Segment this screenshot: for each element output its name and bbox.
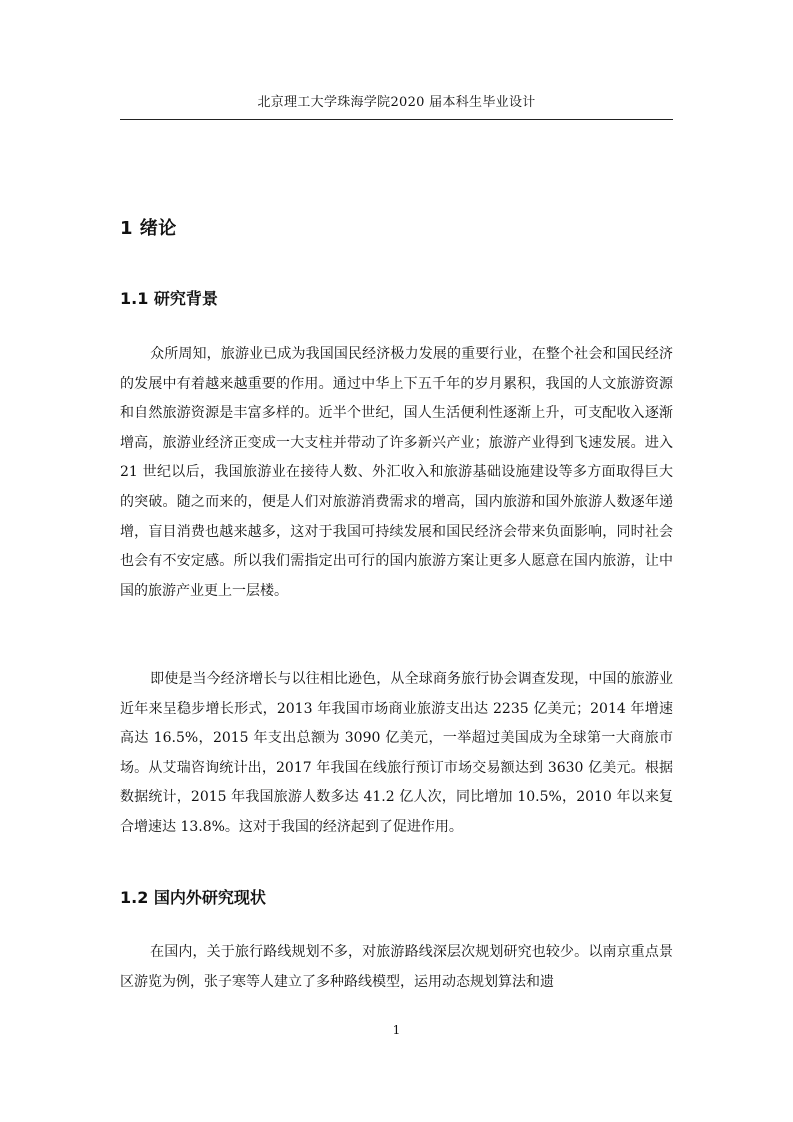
section-title-1-1: 1.1 研究背景: [120, 289, 218, 308]
paragraph-text: 在国内，关于旅行路线规划不多，对旅游路线深层次规划研究也较少。以南京重点景区游览为例，张子寒等人建立了多种路线模型，运用动态规划算法和遗: [120, 944, 673, 990]
section-title-1-2: 1.2 国内外研究现状: [120, 888, 266, 907]
chapter-title: 1 绪论: [120, 218, 177, 239]
header-rule: [120, 119, 673, 120]
running-header: 北京理工大学珠海学院2020 届本科生毕业设计: [257, 95, 536, 110]
paragraph-text: 即使是当今经济增长与以往相比逊色，从全球商务旅行协会调查发现，中国的旅游业近年来呈稳步增长形式，2013 年我国市场商业旅游支出达 2235 亿美元；2014 年增速高达 16.5%，2015 年支出总额为 3090 亿美元，一举超过美国成为全球第一大商旅市场。从艾瑞咨询统计出，2017 年我国在线旅行预订市场交易额达到 3630 亿美元。根据数据统计，2015 年我国旅游人数多达 41.2 亿人次，同比增加 10.5%，2010 年以来复合增速达 13.8%。这对于我国的经济起到了促进作用。: [120, 671, 673, 835]
page-number: 1: [392, 1023, 401, 1037]
paragraph: [120, 340, 673, 606]
paragraph-text: 众所周知，旅游业已成为我国国民经济极力发展的重要行业，在整个社会和国民经济的发展中有着越来越重要的作用。通过中华上下五千年的岁月累积，我国的人文旅游资源和自然旅游资源是丰富多样的。近半个世纪，国人生活便利性逐渐上升，可支配收入逐渐增高，旅游业经济正变成一大支柱并带动了许多新兴产业；旅游产业得到飞速发展。进入 21 世纪以后，我国旅游业在接待人数、外汇收入和旅游基础设施建设等多方面取得巨大的突破。随之而来的，便是人们对旅游消费需求的增高，国内旅游和国外旅游人数逐年递增，盲目消费也越来越多，这对于我国可持续发展和国民经济会带来负面影响，同时社会也会有不安定感。所以我们需指定出可行的国内旅游方案让更多人愿意在国内旅游，让中国的旅游产业更上一层楼。: [120, 346, 673, 599]
paragraph: [120, 665, 673, 843]
paragraph: [120, 938, 673, 997]
